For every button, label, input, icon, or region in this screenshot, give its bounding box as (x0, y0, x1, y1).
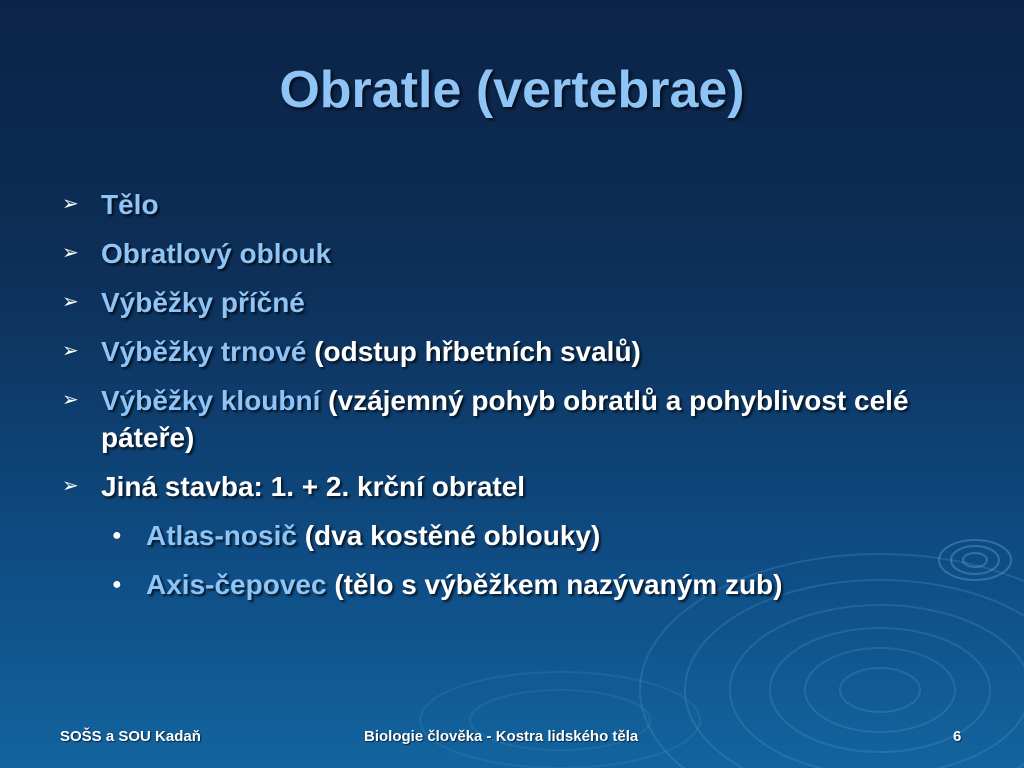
slide-number: 6 (953, 728, 962, 745)
sub-bullet-item (60, 566, 990, 603)
bullet-list (60, 186, 990, 615)
bullet-description: (odstup hřbetních svalů) (306, 336, 641, 367)
bullet-item (60, 235, 990, 272)
arrow-bullet-icon: ➢ (62, 389, 79, 411)
arrow-bullet-icon: ➢ (62, 291, 79, 313)
arrow-bullet-icon: ➢ (62, 475, 79, 497)
bullet-description: (vzájemný pohyb obratlů a pohyblivost celé páteře) (101, 385, 909, 453)
arrow-bullet-icon: ➢ (62, 340, 79, 362)
bullet-term: Tělo (101, 189, 159, 220)
sub-bullet-term: Atlas-nosič (146, 520, 297, 551)
bullet-item (60, 468, 990, 505)
dot-bullet-icon: ● (112, 527, 122, 544)
bullet-term: Výběžky kloubní (101, 385, 321, 416)
sub-bullet-item (60, 517, 990, 554)
sub-bullet-description: (dva kostěné oblouky) (296, 520, 601, 551)
bullet-item (60, 333, 990, 370)
bullet-term: Výběžky příčné (101, 287, 305, 318)
sub-bullet-description: (tělo s výběžkem nazývaným zub) (326, 569, 783, 600)
bullet-item (60, 186, 990, 223)
dot-bullet-icon: ● (112, 576, 122, 593)
bullet-item (60, 382, 990, 456)
sub-bullet-term: Axis-čepovec (146, 569, 327, 600)
slide-title: Obratle (vertebrae) (279, 61, 745, 119)
footer-course-title: Biologie člověka - Kostra lidského těla (364, 728, 639, 745)
arrow-bullet-icon: ➢ (62, 242, 79, 264)
bullet-term: Obratlový oblouk (101, 238, 332, 269)
arrow-bullet-icon: ➢ (62, 193, 79, 215)
bullet-description: Jiná stavba: 1. + 2. krční obratel (101, 471, 526, 502)
footer-school-name: SOŠS a SOU Kadaň (60, 728, 201, 745)
bullet-term: Výběžky trnové (101, 336, 307, 367)
bullet-item (60, 284, 990, 321)
